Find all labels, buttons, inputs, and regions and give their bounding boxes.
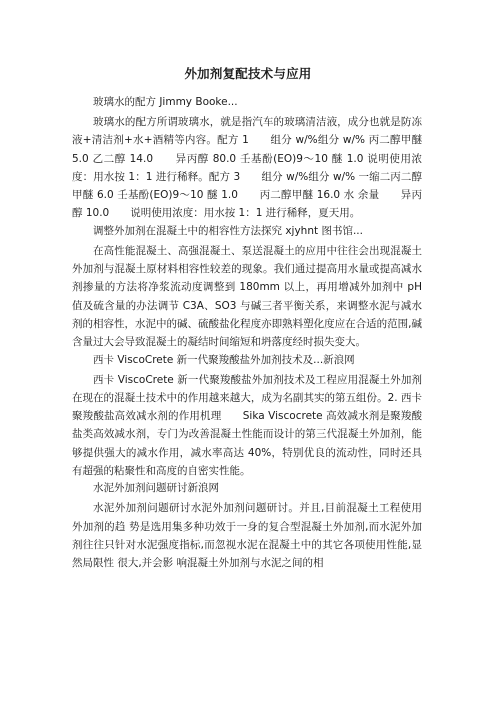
section-glass-water — [72, 95, 422, 223]
section-heading: 西卡 ViscoCrete 新一代聚羧酸盐外加剂技术及...新浪网 — [93, 353, 355, 366]
section-paragraph: 水泥外加剂问题研讨水泥外加剂问题研讨。并且,目前混凝土工程使用 外加剂的趋 势是选用集多种功效于一身的复合型混凝土外加剂,而水泥外加剂往往只针对水泥强度指标,而忽视水泥在混凝土中的其它各项使用性能,显然局限性 很大,并会影 响混凝土外加剂与水泥之间的相 — [72, 502, 422, 570]
section-heading: 调整外加剂在混凝土中的相容性方法探究 xjyhnt 图书馆... — [93, 224, 363, 237]
section-heading: 玻璃水的配方 Jimmy Booke... — [93, 96, 238, 108]
section-sika-viscocrete — [72, 353, 422, 481]
section-cement-admixture — [72, 481, 422, 572]
document-body — [72, 95, 422, 574]
section-paragraph: 玻璃水的配方所谓玻璃水，就是指汽车的玻璃清洁液，成分也就是防冻液+清洁剂+水+酒精等内容。配方 1 组分 w/%组分 w/% 丙二醇甲醚 5.0 乙二醇 14.0 异丙醇 80.0 壬基酚(EO)9～10 醚 1.0 说明使用浓度：用水按 1：1 进行稀释。配方 3 组分 w/%组分 w/% 一缩二丙二醇甲醚 6.0 壬基酚(EO)9～10 醚 1.0 丙二醇甲醚 16.0 水 余量 异丙醇 10.0 说明使用浓度：用水按 1：1 进行稀释，夏天用。 — [72, 116, 422, 220]
section-paragraph: 在高性能混凝土、高强混凝土、泵送混凝土的应用中往往会出现混凝土外加剂与混凝土原材料相容性较差的现象。我们通过提高用水量或提高减水剂掺量的方法将净浆流动度调整到 180mm 以上，再用增减外加剂中 pH 值及硫含量的办法调节 C3A、SO3 与碱三者平衡关系，来调整水泥与减水剂的相容性，水泥中的碱、硫酸盐化程度亦即熟料塑化度应在合适的范围,碱含量过大会导致混凝土的凝结时间缩短和坍落度经时损失变大。 — [72, 244, 422, 349]
section-paragraph: 西卡 ViscoCrete 新一代聚羧酸盐外加剂技术及工程应用混凝土外加剂在现在的混凝土技术中的作用越来越大，成为名副其实的第五组份。2. 西卡聚羧酸盐高效减水剂的作用机理 Sika Viscocrete 高效减水剂是聚羧酸盐类高效减水剂，专门为改善混凝土性能而设计的第三代混凝土外加剂，能够提供强大的减水作用，减水率高达 40%，特别优良的流动性，同时还具有超强的粘聚性和高度的自密实性能。 — [72, 373, 422, 478]
section-compatibility — [72, 224, 422, 352]
document-title: 外加剂复配技术与应用 — [184, 66, 312, 81]
section-heading: 水泥外加剂问题研讨新浪网 — [93, 482, 219, 495]
